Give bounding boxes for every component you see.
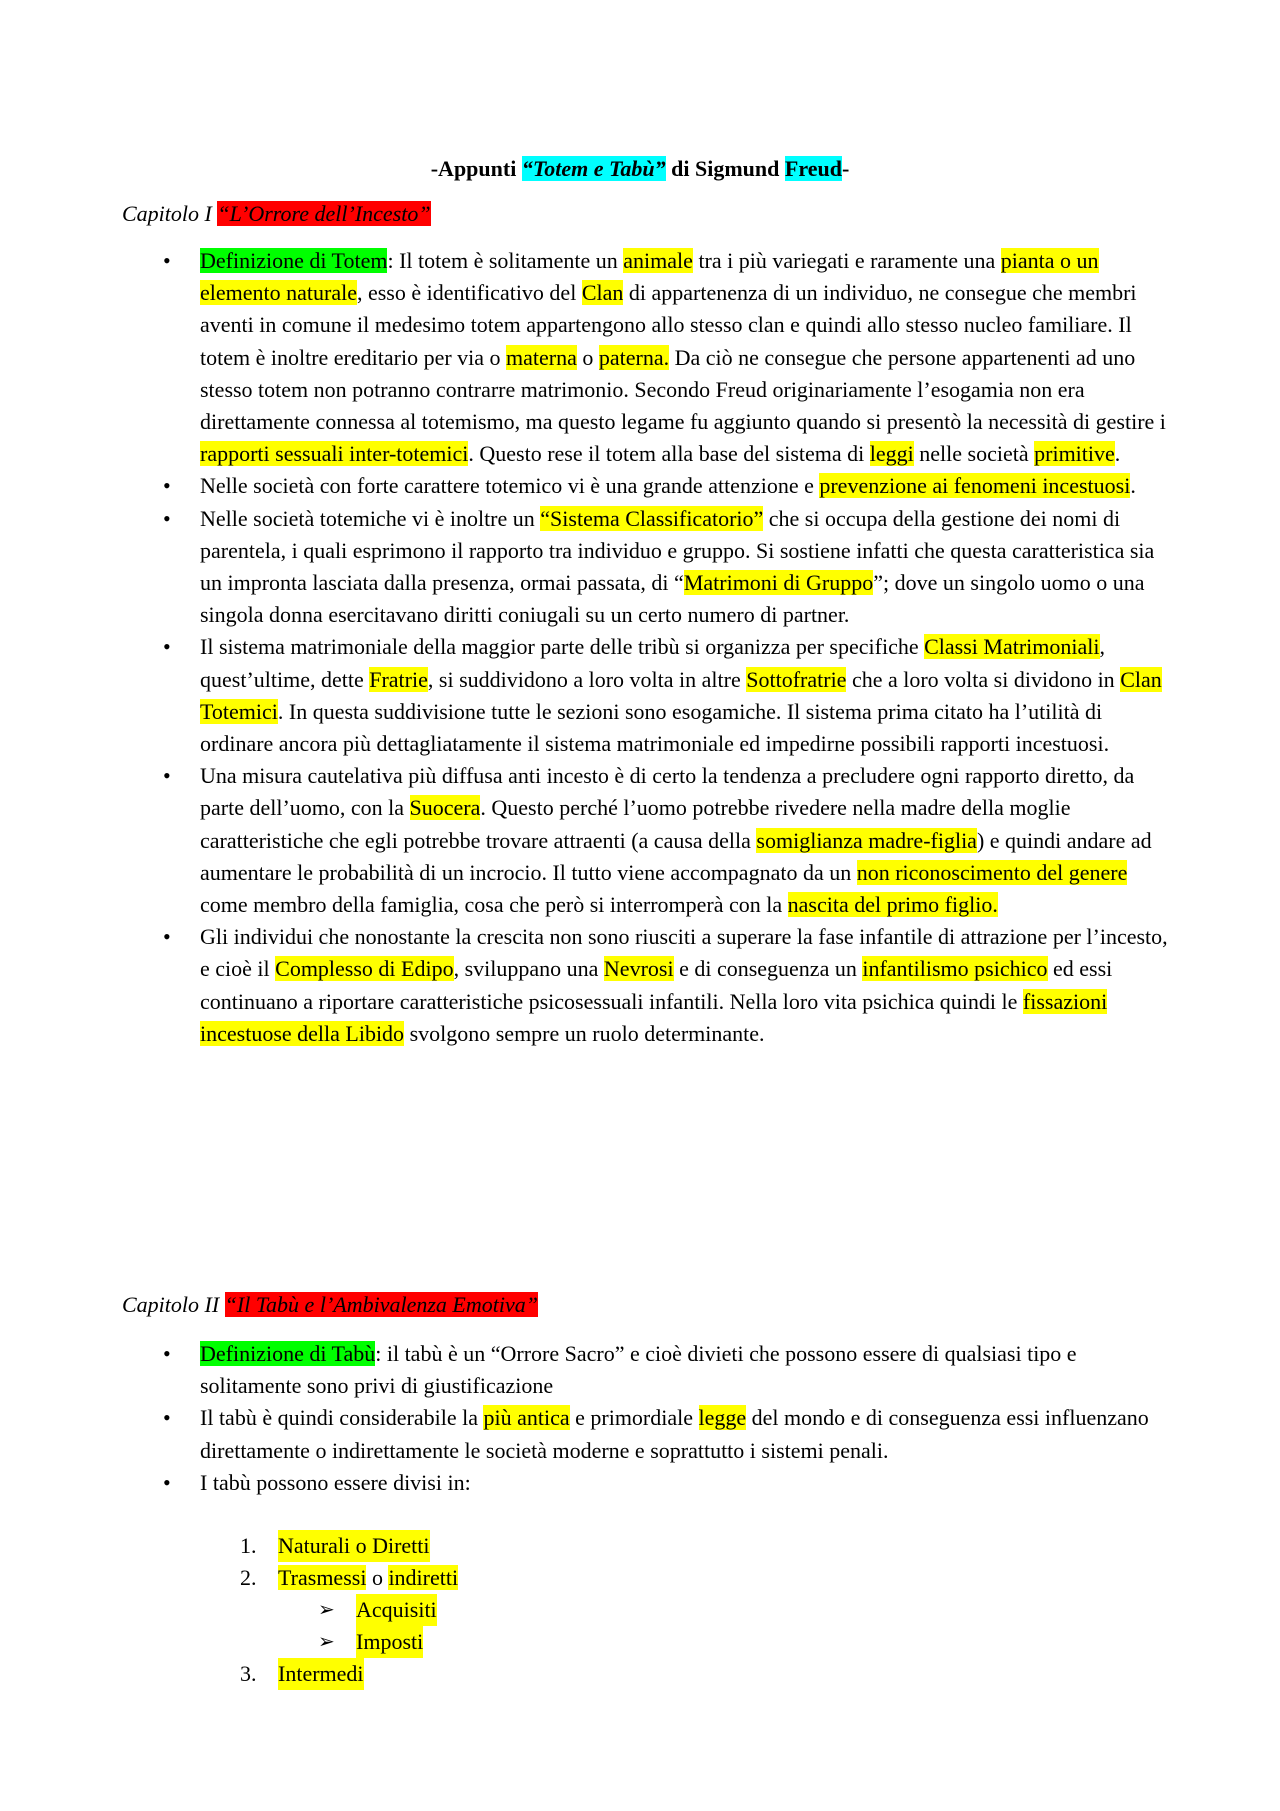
highlighted-text: Nevrosi: [603, 956, 674, 982]
text-run: , esso è identificativo del: [356, 280, 582, 306]
list-number: 1.: [240, 1533, 257, 1558]
text-run: nelle società: [913, 441, 1035, 467]
chapter-1-item: [122, 470, 1172, 502]
highlighted-text: Fratrie: [369, 666, 428, 692]
highlighted-text: Suocera: [409, 795, 481, 821]
tabu-subtype-label: Acquisiti: [356, 1594, 437, 1626]
title-mid: di Sigmund: [665, 156, 785, 181]
arrow-bullet-icon: ➢: [318, 1599, 335, 1621]
chapter-1-label: Capitolo I: [122, 201, 218, 226]
text-run: come membro della famiglia, cosa che però si interromperà con la: [200, 892, 788, 918]
highlighted-text: nascita del primo figlio.: [787, 892, 998, 918]
chapter-2-item: [122, 1467, 1172, 1499]
tabu-type-label: Naturali o Diretti: [278, 1530, 430, 1562]
chapter-1-item: [122, 245, 1172, 470]
text-run: svolgono sempre un ruolo determinante.: [404, 1020, 765, 1046]
highlighted-text: Clan Totemici: [200, 666, 1162, 724]
text-run: di appartenenza di un individuo, ne consegue che membri aventi in comune il medesimo totem appartengono allo stesso clan e quindi allo stesso nucleo familiare. Il totem è inoltre ereditario per via o: [200, 280, 1137, 370]
chapter-2-item: [122, 1402, 1172, 1466]
tabu-type-label: [278, 1562, 458, 1594]
text-run: . Questo rese il totem alla base del sistema di: [468, 441, 870, 467]
text-run: e di conseguenza un: [673, 956, 863, 982]
highlighted-text: somiglianza madre-figlia: [756, 827, 977, 853]
tabu-type-2a: Trasmessi: [278, 1565, 367, 1590]
highlighted-text: rapporti sessuali inter-totemici: [200, 441, 469, 467]
text-run: Gli individui che nonostante la crescita non sono riusciti a superare la fase infantile di attrazione per l’incesto, e cioè il: [200, 924, 1168, 982]
highlighted-text: Definizione di Totem: [200, 248, 388, 273]
highlighted-text: infantilismo psichico: [862, 956, 1048, 982]
chapter-1-item: [122, 503, 1172, 632]
text-run: Da ciò ne consegue che persone appartenenti ad uno stesso totem non potranno contrarre matrimonio. Secondo Freud originariamente l’esogamia non era direttamente connessa al totemismo, ma questo legame fu aggiunto quando si presentò la necessità di gestire i: [200, 344, 1166, 435]
highlighted-text: prevenzione ai fenomeni incestuosi: [819, 473, 1131, 499]
highlighted-text: Sottofratrie: [746, 666, 847, 692]
arrow-bullet-icon: ➢: [318, 1631, 335, 1653]
bullet-icon: •: [163, 1341, 171, 1366]
text-run: , quest’ultime, dette: [200, 634, 1105, 692]
bullet-icon: •: [163, 634, 171, 660]
bullet-icon: •: [163, 248, 171, 273]
text-run: : il tabù è un “Orrore Sacro” e cioè divieti che possono essere di qualsiasi tipo e solitamente sono privi di giustificazione: [200, 1341, 1077, 1399]
highlighted-text: Clan: [581, 280, 624, 306]
tabu-subtype-label: Imposti: [356, 1626, 423, 1658]
tabu-type-2c: indiretti: [388, 1565, 459, 1590]
highlighted-text: Definizione di Tabù: [200, 1341, 376, 1366]
chapter-2-list: [122, 1338, 1172, 1499]
text-run: e primordiale: [569, 1405, 699, 1431]
bullet-icon: •: [163, 505, 171, 531]
chapter-1-item: [122, 921, 1172, 1050]
text-run: Nelle società con forte carattere totemico vi è una grande attenzione e: [200, 473, 820, 499]
highlighted-text: primitive: [1034, 441, 1115, 467]
chapter-1-item: [122, 631, 1172, 760]
text-run: ”; dove un singolo uomo o una singola donna esercitavano diritti coniugali su un certo numero di partner.: [200, 570, 1145, 628]
text-run: Una misura cautelativa più diffusa anti incesto è di certo la tendenza a precludere ogni rapporto diretto, da parte dell’uomo, con la: [200, 763, 1135, 821]
chapter-1-heading: [122, 199, 431, 229]
chapter-1-list: [122, 245, 1172, 1050]
text-run: Nelle società totemiche vi è inoltre un: [200, 505, 541, 531]
text-run: Il tabù è quindi considerabile la: [200, 1405, 484, 1431]
bullet-icon: •: [163, 1405, 171, 1431]
highlighted-text: paterna.: [598, 344, 670, 370]
highlighted-text: Matrimoni di Gruppo: [683, 570, 874, 596]
title-work: “Totem e Tabù”: [521, 156, 666, 181]
highlighted-text: Complesso di Edipo: [275, 956, 454, 982]
highlighted-text: legge: [698, 1405, 747, 1431]
chapter-2-title: “Il Tabù e l’Ambivalenza Emotiva”: [224, 1292, 538, 1317]
bullet-icon: •: [163, 473, 171, 499]
highlighted-text: pianta o un elemento naturale: [200, 248, 1099, 306]
chapter-2-label: Capitolo II: [122, 1292, 225, 1317]
bullet-icon: •: [163, 924, 171, 950]
highlighted-text: materna: [506, 344, 577, 370]
text-run: che a loro volta si dividono in: [846, 666, 1121, 692]
text-run: che si occupa della gestione dei nomi di parentela, i quali esprimono il rapporto tra individuo e gruppo. Si sostiene infatti che questa caratteristica sia un impronta lasciata dalla presenza, ormai passata, di “: [200, 505, 1155, 596]
highlighted-text: non riconoscimento del genere: [856, 859, 1128, 885]
text-run: . Questo perché l’uomo potrebbe rivedere nella madre della moglie caratteristiche che egli potrebbe trovare attraenti (a causa della: [200, 795, 1071, 853]
title-suffix: -: [841, 156, 850, 181]
title-prefix: -Appunti: [430, 156, 522, 181]
chapter-1-title: “L’Orrore dell’Incesto”: [217, 201, 431, 226]
text-run: o: [576, 344, 599, 370]
highlighted-text: più antica: [483, 1405, 570, 1431]
chapter-2-heading: [122, 1290, 538, 1320]
text-run: ed essi continuano a riportare caratteristiche psicosessuali infantili. Nella loro vita psichica quindi le: [200, 956, 1113, 1014]
list-number: 3.: [240, 1661, 257, 1686]
highlighted-text: “Sistema Classificatorio”: [540, 505, 764, 531]
list-number: 2.: [240, 1565, 257, 1590]
text-run: , sviluppano una: [453, 956, 604, 982]
document-title: [0, 154, 1280, 184]
chapter-2-item: [122, 1338, 1172, 1402]
highlighted-text: leggi: [869, 441, 914, 467]
text-run: : Il totem è solitamente un: [387, 248, 624, 273]
highlighted-text: Classi Matrimoniali: [924, 634, 1100, 660]
text-run: del mondo e di conseguenza essi influenzano direttamente o indirettamente le società moderne e soprattutto i sistemi penali.: [200, 1405, 1149, 1463]
tabu-type-2b: o: [366, 1565, 389, 1590]
highlighted-text: animale: [623, 248, 693, 273]
text-run: tra i più variegati e raramente una: [692, 248, 1001, 273]
text-run: , si suddividono a loro volta in altre: [427, 666, 747, 692]
bullet-icon: •: [163, 1469, 171, 1495]
text-run: .: [1130, 473, 1136, 499]
highlighted-text: fissazioni incestuose della Libido: [200, 988, 1108, 1046]
tabu-type-label: Intermedi: [278, 1658, 364, 1690]
text-run: . In questa suddivisione tutte le sezioni sono esogamiche. Il sistema prima citato ha l’utilità di ordinare ancora più dettagliatamente il sistema matrimoniale ed impedirne possibili rapporti incestuosi.: [200, 698, 1110, 757]
text-run: .: [1114, 441, 1121, 467]
text-run: I tabù possono essere divisi in:: [200, 1469, 471, 1495]
bullet-icon: •: [163, 763, 171, 789]
text-run: ) e quindi andare ad aumentare le probabilità di un incrocio. Il tutto viene accompagnato da un: [200, 827, 1152, 885]
title-author: Freud: [784, 156, 842, 181]
chapter-1-item: [122, 760, 1172, 921]
text-run: Il sistema matrimoniale della maggior parte delle tribù si organizza per specifiche: [200, 634, 925, 660]
